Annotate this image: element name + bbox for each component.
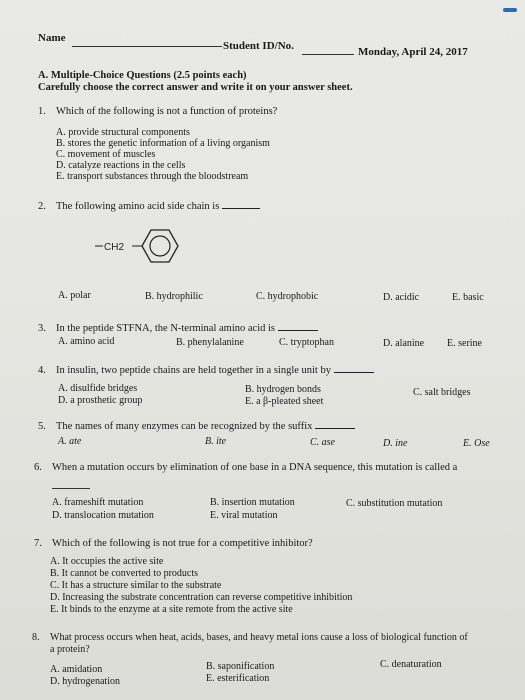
option: D. hydrogenation <box>50 676 120 687</box>
question-number: 3. <box>38 323 46 334</box>
option: E. esterification <box>206 673 270 684</box>
option: B. ite <box>205 436 227 447</box>
option: C. ase <box>310 437 335 448</box>
question-text: The names of many enzymes can be recognized by the suffix <box>56 421 313 432</box>
section-title: A. Multiple-Choice Questions (2.5 points each) <box>38 70 247 81</box>
question-number: 7. <box>34 538 42 549</box>
option: B. saponification <box>206 661 275 672</box>
option: A. ate <box>58 436 82 447</box>
option: B. It cannot be converted to products <box>50 568 199 579</box>
option: A. disulfide bridges <box>58 383 138 394</box>
question-number: 1. <box>38 106 46 117</box>
option: C. denaturation <box>380 659 442 670</box>
option: B. insertion mutation <box>210 497 295 508</box>
question-text: In the peptide STFNA, the N-terminal amino acid is <box>56 323 275 334</box>
option: E. Ose <box>463 438 490 449</box>
question-text: The following amino acid side chain is <box>56 201 220 212</box>
option: E. serine <box>447 338 482 349</box>
option: D. alanine <box>383 338 425 349</box>
option: A. polar <box>58 290 91 301</box>
option: C. hydrophobic <box>256 291 319 302</box>
ch2-label: CH2 <box>104 242 125 253</box>
option: E. It binds to the enzyme at a site remote from the active site <box>50 604 293 615</box>
question-number: 6. <box>34 462 42 473</box>
student-id-label: Student ID/No. <box>223 40 294 52</box>
option: D. catalyze reactions in the cells <box>56 160 186 171</box>
option: E. a β-pleated sheet <box>245 396 324 407</box>
question-6 <box>34 462 457 473</box>
side-chain-structure <box>95 222 195 270</box>
question-number: 5. <box>38 421 46 432</box>
question-3 <box>38 320 318 334</box>
option: C. tryptophan <box>279 337 334 348</box>
option: B. hydrogen bonds <box>245 384 321 395</box>
option: A. provide structural components <box>56 127 190 138</box>
question-number: 4. <box>38 365 46 376</box>
option: D. ine <box>383 438 408 449</box>
corner-mark <box>503 8 517 12</box>
answer-blank <box>52 488 90 489</box>
option: D. Increasing the substrate concentration can reverse competitive inhibition <box>50 592 353 603</box>
question-text: Which of the following is not true for a competitive inhibitor? <box>52 538 313 549</box>
question-number: 8. <box>32 632 40 643</box>
option: B. stores the genetic information of a living organism <box>56 138 270 149</box>
option: E. viral mutation <box>210 510 278 521</box>
option: A. frameshift mutation <box>52 497 144 508</box>
question-2 <box>38 198 260 212</box>
option: E. transport substances through the bloodstream <box>56 171 249 182</box>
option: C. movement of muscles <box>56 149 156 160</box>
option: D. translocation mutation <box>52 510 154 521</box>
question-4 <box>38 362 374 376</box>
option: C. substitution mutation <box>346 498 443 509</box>
option: D. acidic <box>383 292 420 303</box>
option: B. hydrophilic <box>145 291 203 302</box>
option: C. It has a structure similar to the substrate <box>50 580 222 591</box>
date: Monday, April 24, 2017 <box>358 46 468 58</box>
option: A. amidation <box>50 664 103 675</box>
name-blank <box>72 46 222 47</box>
question-text: In insulin, two peptide chains are held together in a single unit by <box>56 365 331 376</box>
question-text: When a mutation occurs by elimination of one base in a DNA sequence, this mutation is called a <box>52 462 458 473</box>
answer-blank <box>315 418 355 429</box>
question-8-continued: a protein? <box>50 644 90 655</box>
section-instruction: Carefully choose the correct answer and write it on your answer sheet. <box>38 82 353 93</box>
option: A. It occupies the active site <box>50 556 164 567</box>
question-5 <box>38 418 355 432</box>
question-text: What process occurs when heat, acids, bases, and heavy metal ions cause a loss of biological function of <box>50 632 468 643</box>
option: A. amino acid <box>58 336 115 347</box>
option: B. phenylalanine <box>176 337 244 348</box>
answer-blank <box>334 362 374 373</box>
answer-blank <box>222 198 260 209</box>
question-number: 2. <box>38 201 46 212</box>
answer-blank <box>278 320 318 331</box>
question-text: Which of the following is not a function of proteins? <box>56 106 278 117</box>
name-label: Name <box>38 32 66 44</box>
student-id-blank <box>302 54 354 55</box>
option: E. basic <box>452 292 484 303</box>
option: D. a prosthetic group <box>58 395 143 406</box>
question-8 <box>32 632 468 643</box>
option: C. salt bridges <box>413 387 471 398</box>
question-1 <box>38 106 277 117</box>
question-7 <box>34 538 313 549</box>
